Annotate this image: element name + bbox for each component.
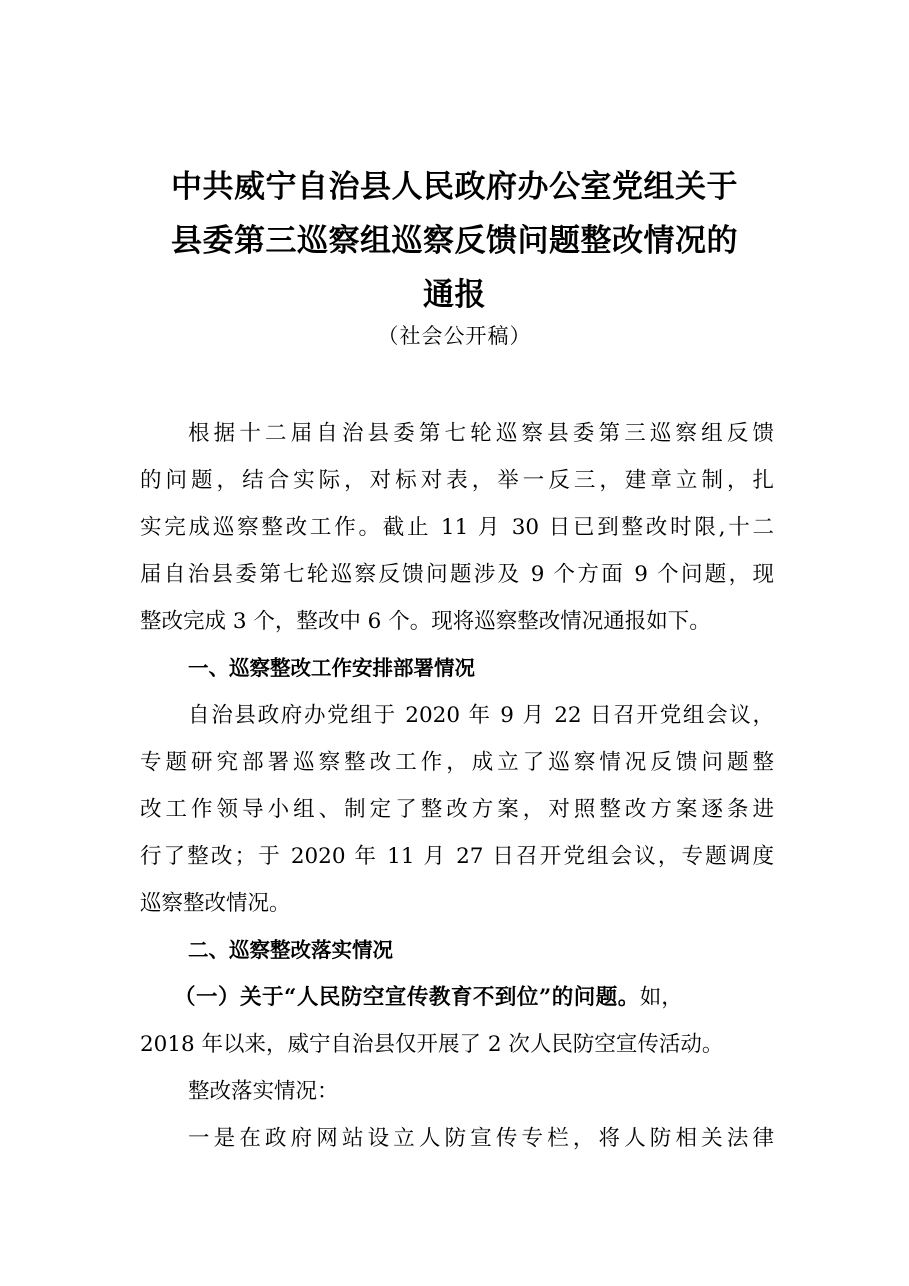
section-1-line-4: 行了整改；于 2020 年 11 月 27 日召开党组会议，专题调度 — [140, 844, 774, 869]
document-title — [0, 160, 909, 322]
item-1-heading: （一）关于“人民防空宣传教育不到位”的问题。 — [174, 985, 640, 1010]
item-1-text: 如， — [639, 985, 683, 1010]
document-body — [140, 410, 774, 1162]
intro-line-5: 整改完成 3 个，整改中 6 个。现将巡察整改情况通报如下。 — [140, 609, 711, 634]
title-line-3: 通报 — [423, 277, 486, 313]
intro-line-1: 根据十二届自治县委第七轮巡察县委第三巡察组反馈 — [188, 421, 774, 446]
section-1-line-1: 自治县政府办党组于 2020 年 9 月 22 日召开党组会议， — [188, 703, 774, 728]
title-line-1: 中共威宁自治县人民政府办公室党组关于 — [171, 169, 738, 205]
section-heading-2: 二、巡察整改落实情况 — [188, 938, 393, 962]
item-1-line-2: 2018 年以来，威宁自治县仅开展了 2 次人民防空宣传活动。 — [140, 1032, 724, 1057]
section-1-line-3: 改工作领导小组、制定了整改方案，对照整改方案逐条进 — [140, 797, 774, 822]
intro-line-3: 实完成巡察整改工作。截止 11 月 30 日已到整改时限,十二 — [140, 515, 774, 540]
title-line-2: 县委第三巡察组巡察反馈问题整改情况的 — [171, 223, 738, 259]
intro-line-2: 的问题，结合实际，对标对表，举一反三，建章立制，扎 — [140, 468, 774, 493]
document-subtitle: （社会公开稿） — [377, 324, 532, 348]
measure-1-line-1: 一是在政府网站设立人防宣传专栏，将人防相关法律 — [188, 1126, 774, 1151]
section-1-line-5: 巡察整改情况。 — [140, 891, 291, 916]
section-1-line-2: 专题研究部署巡察整改工作，成立了巡察情况反馈问题整 — [140, 750, 774, 775]
section-heading-1: 一、巡察整改工作安排部署情况 — [188, 656, 475, 680]
rectification-label: 整改落实情况： — [188, 1079, 339, 1104]
item-1-line-1 — [140, 974, 774, 1021]
intro-line-4: 届自治县委第七轮巡察反馈问题涉及 9 个方面 9 个问题，现 — [140, 562, 774, 587]
